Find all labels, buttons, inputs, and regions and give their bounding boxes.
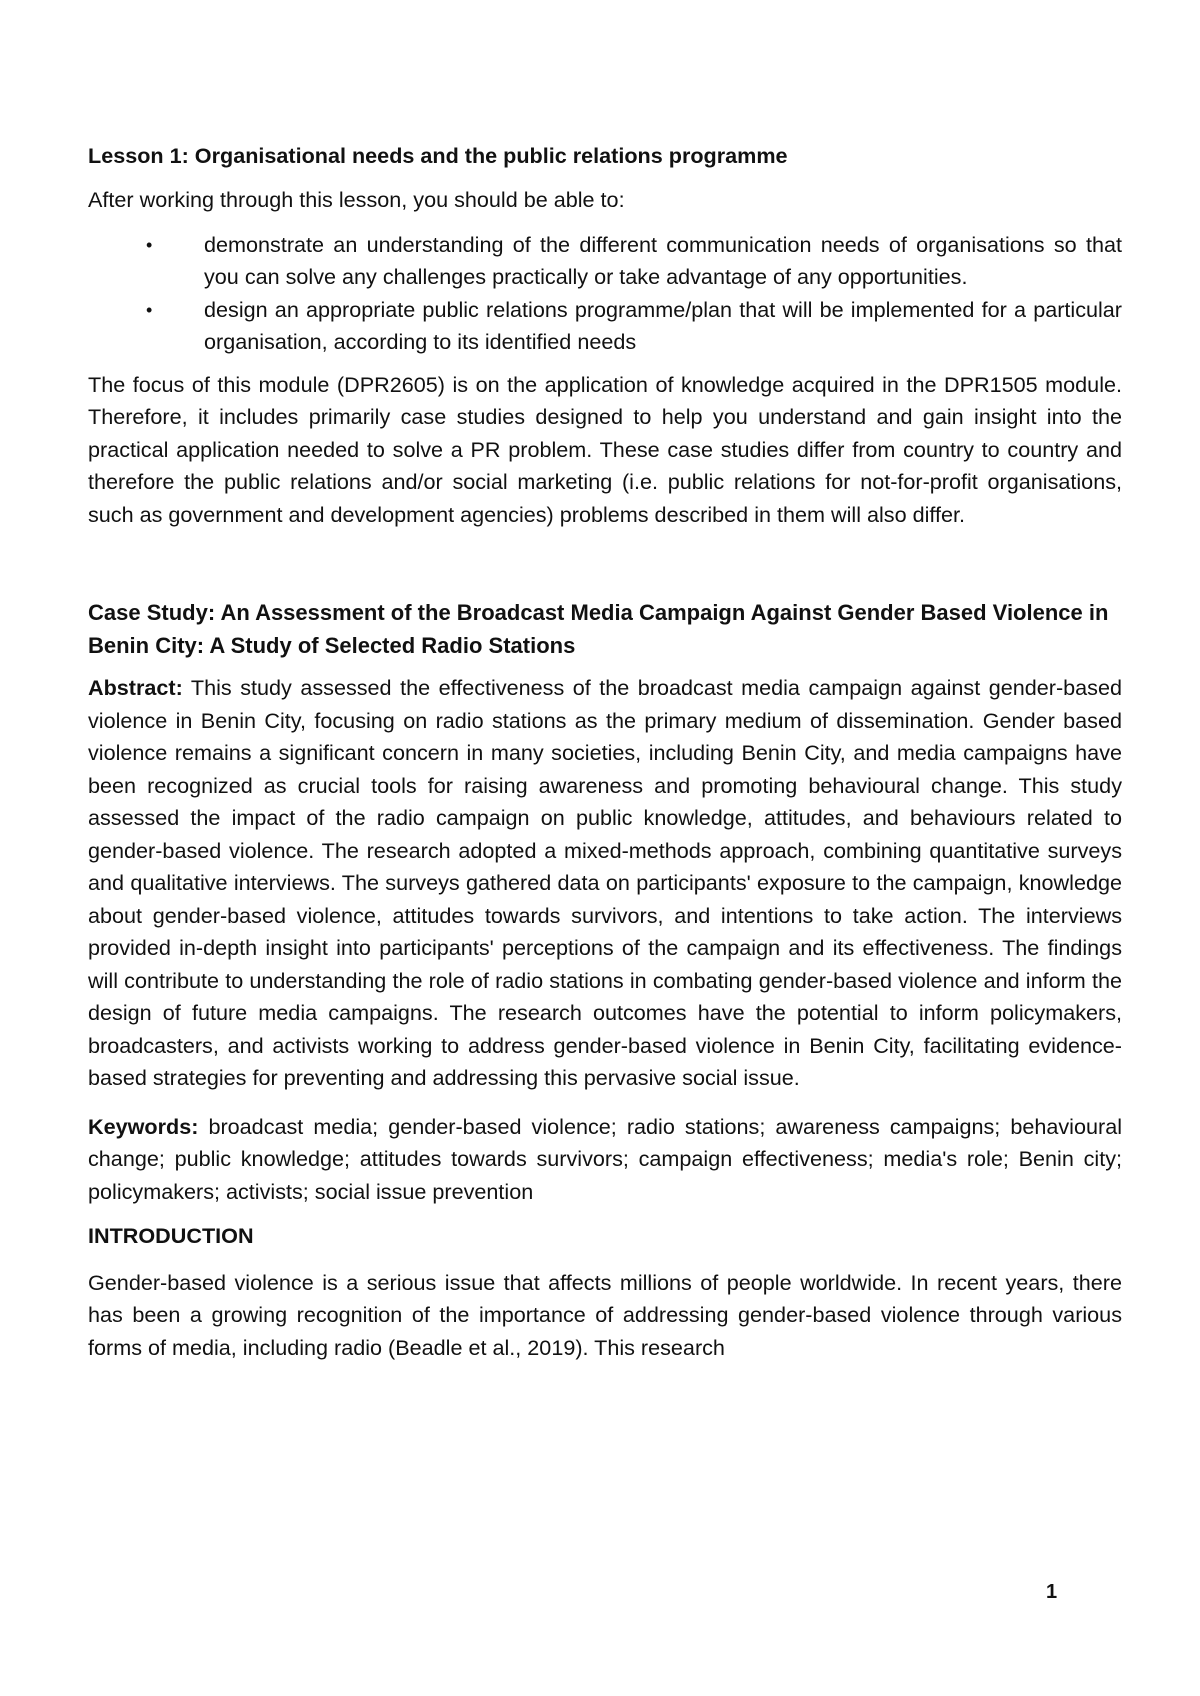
- lesson-title: Lesson 1: Organisational needs and the public relations programme: [88, 143, 788, 168]
- keywords-text: broadcast media; gender-based violence; radio stations; awareness campaigns; behavioural change; public knowledge; attitudes towards survivors; campaign effectiveness; media's role; Benin city; policymakers; activists; social issue prevention: [88, 1113, 1122, 1204]
- bullet-icon: •: [146, 234, 153, 255]
- case-study-title: Case Study: An Assessment of the Broadcast Media Campaign Against Gender Based Violence in Benin City: A Study of Selected Radio Stations: [88, 600, 1109, 658]
- lesson-intro: After working through this lesson, you should be able to:: [88, 187, 625, 212]
- keywords-paragraph: [88, 1111, 1122, 1209]
- objective-text: demonstrate an understanding of the different communication needs of organisations so that you can solve any challenges practically or take advantage of any opportunities.: [204, 231, 1122, 289]
- module-focus-paragraph: The focus of this module (DPR2605) is on the application of knowledge acquired in the DPR1505 module. Therefore, it includes primarily case studies designed to help you understand and gain insight into the practical application needed to solve a PR problem. These case studies differ from country to country and therefore the public relations and/or social marketing (i.e. public relations for not-for-profit organisations, such as government and development agencies) problems described in them will also differ.: [88, 371, 1122, 527]
- page-number: 1: [1046, 1581, 1058, 1603]
- abstract-paragraph: [88, 672, 1122, 1095]
- learning-objectives-list: [88, 229, 1122, 359]
- objective-text: design an appropriate public relations programme/plan that will be implemented for a particular organisation, according to its identified needs: [204, 296, 1122, 354]
- list-item: [88, 294, 1122, 359]
- keywords-label: Keywords:: [88, 1113, 199, 1139]
- introduction-paragraph: Gender-based violence is a serious issue that affects millions of people worldwide. In recent years, there has been a growing recognition of the importance of addressing gender-based violence through various forms of media, including radio (Beadle et al., 2019). This research: [88, 1269, 1122, 1360]
- introduction-heading: INTRODUCTION: [88, 1223, 254, 1248]
- abstract-text: This study assessed the effectiveness of the broadcast media campaign against gender-based violence in Benin City, focusing on radio stations as the primary medium of dissemination. Gender based violence remains a significant concern in many societies, including Benin City, and media campaigns have been recognized as crucial tools for raising awareness and promoting behavioural change. This study assessed the impact of the radio campaign on public knowledge, attitudes, and behaviours related to gender-based violence. The research adopted a mixed-methods approach, combining quantitative surveys and qualitative interviews. The surveys gathered data on participants' exposure to the campaign, knowledge about gender-based violence, attitudes towards survivors, and intentions to take action. The interviews provided in-depth insight into participants' perceptions of the campaign and its effectiveness. The findings will contribute to understanding the role of radio stations in combating gender-based violence and inform the design of future media campaigns. The research outcomes have the potential to inform policymakers, broadcasters, and activists working to address gender-based violence in Benin City, facilitating evidence-based strategies for preventing and addressing this pervasive social issue.: [88, 675, 1122, 1090]
- bullet-icon: •: [146, 299, 153, 320]
- page-content: [88, 140, 1122, 1364]
- abstract-label: Abstract:: [88, 675, 183, 700]
- list-item: [88, 229, 1122, 294]
